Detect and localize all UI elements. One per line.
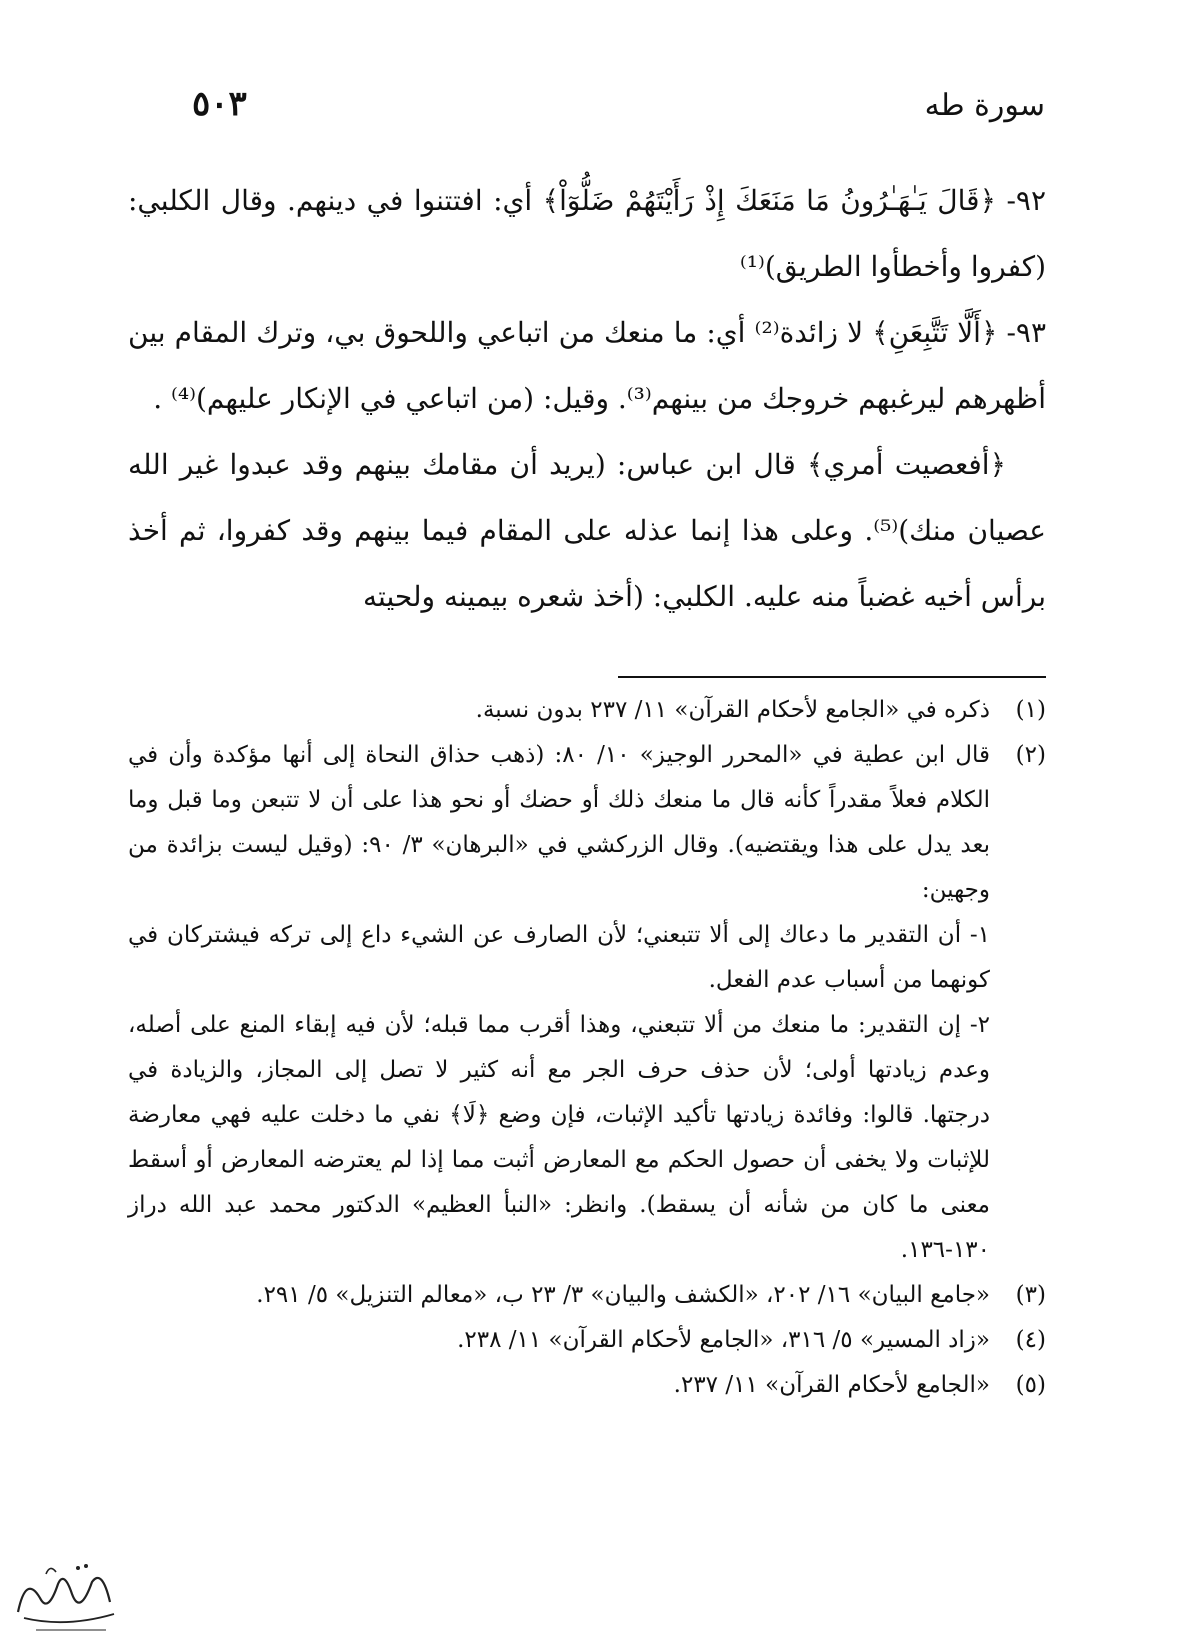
footnote-number: (٥) (1015, 1372, 1046, 1398)
footnote-number: (٣) (1015, 1282, 1046, 1308)
footnote-text: قال ابن عطية في «المحرر الوجيز» ١٠/ ٨٠: (ذهب حذاق النحاة إلى أنها مؤكدة وأن في الكلام فعلاً مقدراً كأنه قال ما منعك ذلك أو حضك أو نحو هذا على أن لا تتبعن وما قبل وما بعد يدل على هذا ويقتضيه). وقال الزركشي في «البرهان» ٣/ ٩٠: (وقيل ليست بزائدة من وجهين: (128, 742, 991, 903)
running-header-surah: سورة طه (924, 88, 1045, 123)
footnote-number: (١) (1015, 697, 1046, 723)
footnote-text: «جامع البيان» ١٦/ ٢٠٢، «الكشف والبيان» ٣/ ٢٣ ب، «معالم التنزيل» ٥/ ٢٩١. (256, 1282, 990, 1308)
page-number: ٥٠٣ (192, 84, 247, 124)
library-stamp-logo (6, 1554, 124, 1640)
main-text (128, 168, 1046, 630)
footnote-text: «زاد المسير» ٥/ ٣١٦، «الجامع لأحكام القرآن» ١١/ ٢٣٨. (457, 1327, 990, 1353)
footnote-separator (618, 676, 1046, 678)
footnote-text: ١- أن التقدير ما دعاك إلى ألا تتبعني؛ لأن الصارف عن الشيء داع إلى تركه فيشتركان في كونهما من أسباب عدم الفعل. (128, 922, 990, 993)
footnote-2-point-1 (128, 913, 1046, 1003)
footnote-text: «الجامع لأحكام القرآن» ١١/ ٢٣٧. (673, 1372, 990, 1398)
footnote-4 (128, 1318, 1046, 1363)
footnote-number: (٤) (1015, 1327, 1046, 1353)
footnote-text: ذكره في «الجامع لأحكام القرآن» ١١/ ٢٣٧ بدون نسبة. (475, 697, 990, 723)
footnote-2-point-2 (128, 1003, 1046, 1273)
footnote-number: (٢) (1015, 742, 1046, 768)
footnote-1 (128, 688, 1046, 733)
footnote-2 (128, 733, 1046, 913)
footnotes (128, 688, 1046, 1408)
footnote-5 (128, 1363, 1046, 1408)
paragraph-verse-93: ٩٣- ﴿أَلَّا تَتَّبِعَنِ﴾ لا زائدة⁽²⁾ أي: ما منعك من اتباعي واللحوق بي، وترك المقام بين أظهرهم ليرغبهم خروجك من بينهم⁽³⁾. وقيل: (من اتباعي في الإنكار عليهم)⁽⁴⁾ . (128, 316, 1046, 415)
paragraph-afaasayt: ﴿أفعصيت أمري﴾ قال ابن عباس: (يريد أن مقامك بينهم وقد عبدوا غير الله عصيان منك)⁽⁵⁾. وعلى هذا إنما عذله على المقام فيما بينهم وقد كفروا، ثم أخذ برأس أخيه غضباً منه عليه. الكلبي: (أخذ شعره بيمينه ولحيته (128, 448, 1047, 613)
footnote-text: ٢- إن التقدير: ما منعك من ألا تتبعني، وهذا أقرب مما قبله؛ لأن فيه إبقاء المنع على أصله، وعدم زيادتها أولى؛ لأن حذف حرف الجر مع أنه كثير لا تصل إلى المجاز، والزيادة في درجتها. قالوا: وفائدة زيادتها تأكيد الإثبات، فإن وضع ﴿لَا﴾ نفي ما دخلت عليه فهي معارضة للإثبات ولا يخفى أن حصول الحكم مع المعارض أثبت مما إذا لم يعترضه المعارض أو أسقط معنى ما كان من شأنه أن يسقط). وانظر: «النبأ العظيم» الدكتور محمد عبد الله دراز ١٣٠-١٣٦. (128, 1012, 990, 1263)
paragraph-verse-92: ٩٢- ﴿قَالَ يَـٰهَـٰرُونُ مَا مَنَعَكَ إِذْ رَأَيْتَهُمْ ضَلُّوٓاْ﴾ أي: افتتنوا في دينهم. وقال الكلبي: (كفروا وأخطأوا الطريق)⁽¹⁾ (128, 184, 1046, 283)
footnote-3 (128, 1273, 1046, 1318)
